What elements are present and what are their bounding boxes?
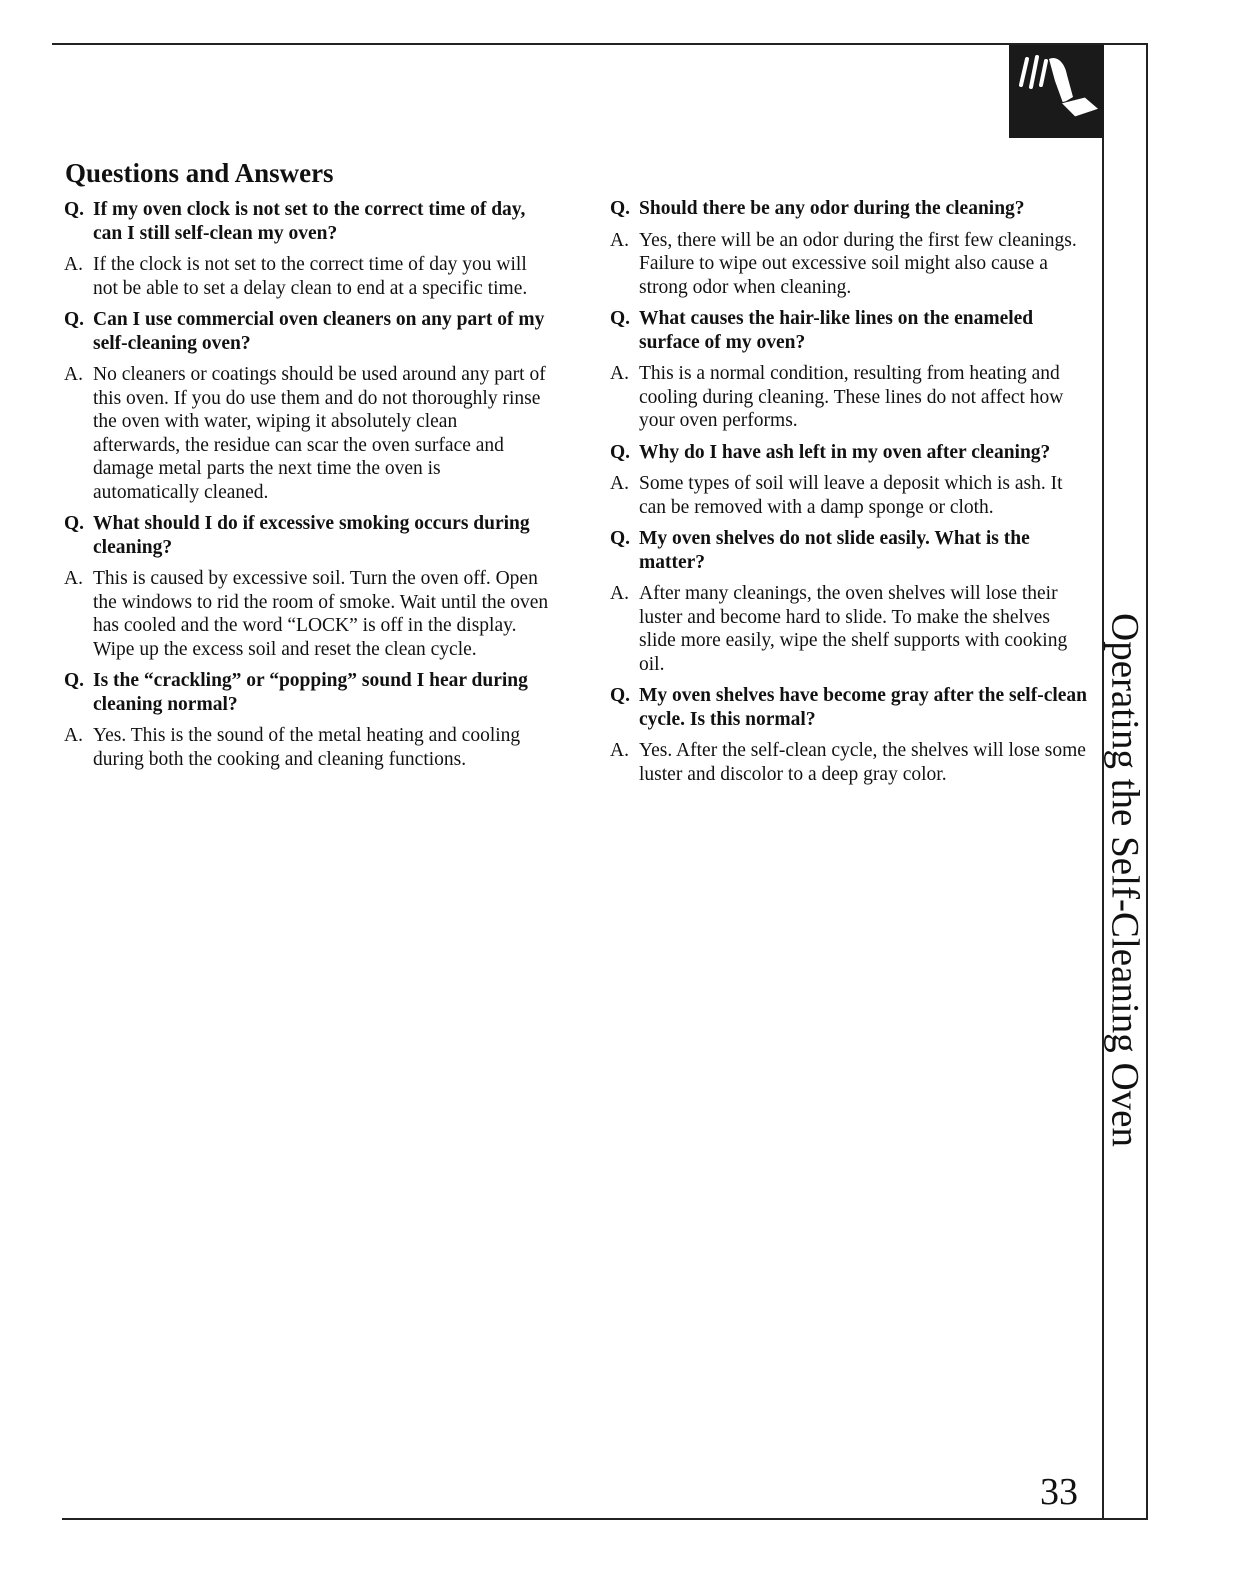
bottom-rule — [62, 1518, 1148, 1520]
question — [64, 198, 549, 245]
question-label: Q. — [64, 309, 85, 330]
question-text: My oven shelves have become gray after the self-clean cycle. Is this normal? — [639, 685, 1088, 730]
question-text: Can I use commercial oven cleaners on any part of my self-cleaning oven? — [93, 309, 545, 354]
question — [64, 512, 549, 559]
question-label: Q. — [64, 199, 85, 220]
question-label: Q. — [610, 198, 631, 219]
answer — [64, 724, 549, 771]
question — [610, 527, 1090, 574]
question-label: Q. — [64, 670, 85, 691]
question-text: Why do I have ash left in my oven after cleaning? — [639, 441, 1051, 463]
question-label: Q. — [610, 685, 631, 706]
question-text: What causes the hair-like lines on the enameled surface of my oven? — [639, 308, 1034, 353]
question — [610, 197, 1090, 221]
answer-label: A. — [64, 725, 83, 746]
answer-label: A. — [610, 363, 629, 384]
answer — [610, 739, 1090, 786]
answer — [64, 567, 549, 661]
question-text: If my oven clock is not set to the correct time of day, can I still self-clean my oven? — [93, 199, 526, 244]
question-text: Is the “crackling” or “popping” sound I hear during cleaning normal? — [93, 670, 528, 715]
answer-text: If the clock is not set to the correct time of day you will not be able to set a delay clean to end at a specific time. — [93, 254, 528, 299]
answer-text: After many cleanings, the oven shelves will lose their luster and become hard to slide. To make the shelves slide more easily, wipe the shelf supports with cooking oil. — [639, 583, 1068, 675]
answer-label: A. — [610, 473, 629, 494]
question-label: Q. — [610, 528, 631, 549]
hand-wiping-icon — [1009, 45, 1104, 138]
answer-text: Yes. After the self-clean cycle, the shelves will lose some luster and discolor to a deep gray color. — [639, 740, 1086, 785]
answer — [610, 472, 1090, 519]
answer — [610, 582, 1090, 676]
answer-label: A. — [64, 254, 83, 275]
answer-label: A. — [610, 740, 629, 761]
question — [610, 684, 1090, 731]
answer — [610, 362, 1090, 433]
answer-label: A. — [610, 583, 629, 604]
question-text: What should I do if excessive smoking occurs during cleaning? — [93, 513, 530, 558]
left-column — [64, 198, 549, 779]
answer — [64, 253, 549, 300]
page-heading: Questions and Answers — [65, 158, 334, 188]
page-number: 33 — [1040, 1471, 1078, 1513]
question — [610, 441, 1090, 465]
section-side-title: Operating the Self-Cleaning Oven — [1103, 613, 1147, 1147]
answer-text: No cleaners or coatings should be used around any part of this oven. If you do use them and do not thoroughly rinse the oven with water, wiping it absolutely clean afterwards, the residue can scar the oven surface and damage metal parts the next time the oven is automatically cleaned. — [93, 364, 546, 503]
question — [64, 308, 549, 355]
answer-text: Some types of soil will leave a deposit which is ash. It can be removed with a damp sponge or cloth. — [639, 473, 1063, 518]
question-label: Q. — [610, 308, 631, 329]
answer-text: Yes. This is the sound of the metal heating and cooling during both the cooking and cleaning functions. — [93, 725, 521, 770]
question — [64, 669, 549, 716]
top-rule — [52, 43, 1148, 45]
question — [610, 307, 1090, 354]
question-text: Should there be any odor during the cleaning? — [639, 198, 1025, 219]
question-text: My oven shelves do not slide easily. What is the matter? — [639, 528, 1030, 573]
answer-label: A. — [64, 364, 83, 385]
right-column — [610, 197, 1090, 794]
answer — [64, 363, 549, 504]
answer-text: Yes, there will be an odor during the first few cleanings. Failure to wipe out excessive soil might also cause a strong odor when cleaning. — [639, 229, 1077, 298]
answer-label: A. — [610, 229, 629, 251]
question-label: Q. — [64, 513, 85, 534]
answer — [610, 229, 1090, 300]
answer-text: This is a normal condition, resulting from heating and cooling during cleaning. These lines do not affect how your oven performs. — [639, 363, 1064, 431]
answer-text: This is caused by excessive soil. Turn the oven off. Open the windows to rid the room of smoke. Wait until the oven has cooled and the word “LOCK” is off in the display. Wipe up the excess soil and reset the clean cycle. — [93, 568, 549, 660]
answer-label: A. — [64, 568, 83, 589]
question-label: Q. — [610, 441, 631, 463]
